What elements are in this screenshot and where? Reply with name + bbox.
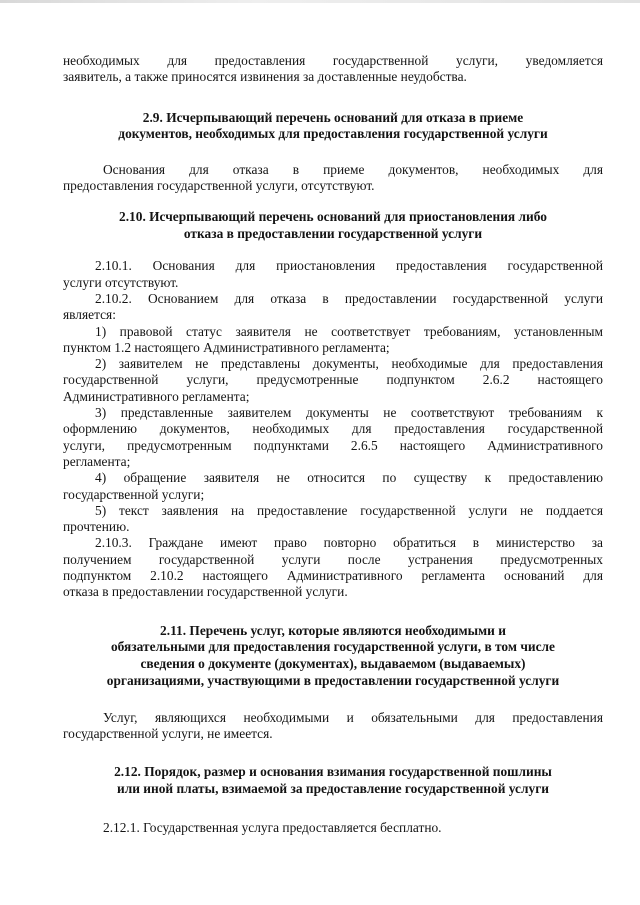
item-2-line-2: государственной услуги, предусмотренные подпунктом 2.6.2 настоящего xyxy=(63,372,603,388)
clause-2-10-3-line-4: отказа в предоставлении государственной услуги. xyxy=(63,584,348,600)
clause-2-10-3-line-1: 2.10.3. Граждане имеют право повторно обратиться в министерство за xyxy=(95,535,603,551)
item-4-line-2: государственной услуги; xyxy=(63,486,205,502)
item-5-line-2: прочтению. xyxy=(63,519,130,535)
section-2-12-heading-line-1: 2.12. Порядок, размер и основания взимания государственной пошлины xyxy=(114,764,552,780)
section-2-11-text-line-1: Услуг, являющихся необходимыми и обязательными для предоставления xyxy=(103,709,603,725)
clause-2-10-1-line-2: услуги отсутствуют. xyxy=(63,274,179,290)
clause-2-10-1-line-1: 2.10.1. Основания для приостановления предоставления государственной xyxy=(95,258,603,274)
clause-2-12-1: 2.12.1. Государственная услуга предоставляется бесплатно. xyxy=(103,819,442,835)
item-2-line-3: Административного регламента; xyxy=(63,388,250,404)
item-1-line-1: 1) правовой статус заявителя не соответствует требованиям, установленным xyxy=(95,323,603,339)
section-2-11-heading-line-4: организациями, участвующими в предоставлении государственной услуги xyxy=(106,673,560,688)
section-2-11-heading-line-2: обязательными для предоставления государственной услуги, в том числе xyxy=(110,639,556,655)
clause-2-10-3-line-3: подпунктом 2.10.2 настоящего Административного регламента оснований для xyxy=(63,568,603,584)
clause-2-10-2-line-1: 2.10.2. Основанием для отказа в предоставлении государственной услуги xyxy=(95,290,603,306)
section-2-12-heading-line-2: или иной платы, взимаемой за предоставление государственной услуги xyxy=(116,781,549,797)
section-2-9-text-line-1: Основания для отказа в приеме документов, необходимых для xyxy=(103,162,603,178)
item-3-line-3: услуги, предусмотренным подпунктами 2.6.5 настоящего Административного xyxy=(63,437,603,453)
clause-2-10-3-line-2: получением государственной услуги после устранения предусмотренных xyxy=(63,551,603,567)
section-2-11-heading-line-3: сведения о документе (документах), выдаваемом (выдаваемых) xyxy=(140,656,526,672)
section-2-9-text-line-2: предоставления государственной услуги, отсутствуют. xyxy=(63,178,375,194)
section-2-11-text-line-2: государственной услуги, не имеется. xyxy=(63,726,273,742)
item-5-line-1: 5) текст заявления на предоставление государственной услуги не поддается xyxy=(95,502,603,518)
intro-line-2: заявитель, а также приносятся извинения за доставленные неудобства. xyxy=(63,69,467,85)
section-2-10-heading-line-1: 2.10. Исчерпывающий перечень оснований для приостановления либо xyxy=(119,208,547,224)
item-2-line-1: 2) заявителем не представлены документы, необходимые для предоставления xyxy=(95,356,603,372)
item-3-line-1: 3) представленные заявителем документы не соответствуют требованиям к xyxy=(95,405,603,421)
scan-edge xyxy=(0,0,640,3)
section-2-10-heading-line-2: отказа в предоставлении государственной услуги xyxy=(183,225,483,241)
item-1-line-2: пунктом 1.2 настоящего Административного регламента; xyxy=(63,339,390,355)
section-2-11-heading-line-1: 2.11. Перечень услуг, которые являются необходимыми и xyxy=(160,622,506,638)
item-4-line-1: 4) обращение заявителя не относится по существу к предоставлению xyxy=(95,470,603,486)
intro-line-1: необходимых для предоставления государственной услуги, уведомляется xyxy=(63,53,603,68)
section-2-9-heading-line-2: документов, необходимых для предоставления государственной услуги xyxy=(118,126,548,142)
item-3-line-4: регламента; xyxy=(63,453,131,469)
document-page xyxy=(63,53,603,836)
section-2-9-heading-line-1: 2.9. Исчерпывающий перечень оснований для отказа в приеме xyxy=(142,109,524,125)
clause-2-10-2-line-2: является: xyxy=(63,307,116,323)
item-3-line-2: оформлению документов, необходимых для предоставления государственной xyxy=(63,421,603,437)
